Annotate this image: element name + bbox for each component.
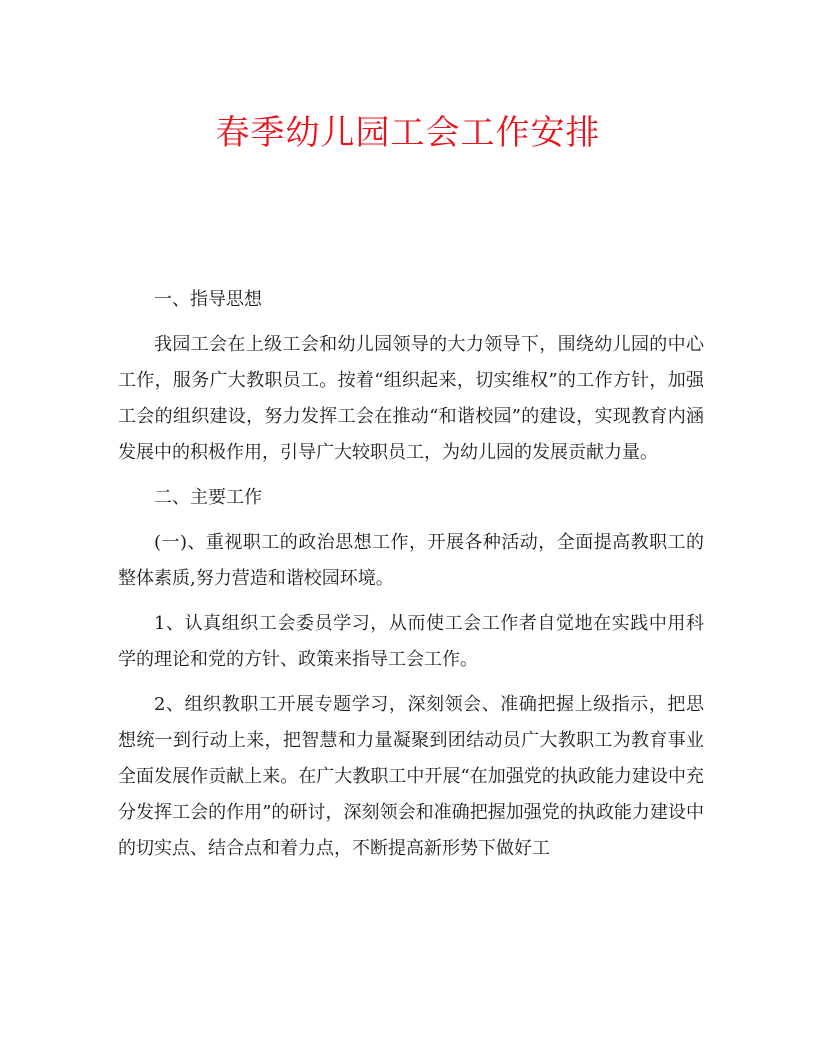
paragraph: 2、组织教职工开展专题学习，深刻领会、准确把握上级指示，把思想统一到行动上来，把智慧和力量凝聚到团结动员广大教职工为教育事业全面发展作贡献上来。在广大教职工中开展“在加强党的执政能力建设中充分发挥工会的作用”的研讨，深刻领会和准确把握加强党的执政能力建设中的切实点、结合点和着力点，不断提高新形势下做好工 (118, 694, 704, 859)
section-heading: 一、指导思想 (154, 289, 262, 310)
document-title: 春季幼儿园工会工作安排 (215, 113, 601, 153)
document-body (118, 282, 704, 867)
section-heading: 二、主要工作 (154, 487, 262, 508)
subsection-heading: (一)、重视职工的政治思想工作，开展各种活动，全面提高教职工的整体素质,努力营造和谐校园环境。 (118, 532, 704, 589)
paragraph: 1、认真组织工会委员学习，从而使工会工作者自觉地在实践中用科学的理论和党的方针、政策来指导工会工作。 (118, 613, 704, 670)
paragraph: 我园工会在上级工会和幼儿园领导的大力领导下，围绕幼儿园的中心工作，服务广大教职员工。按着“组织起来，切实维权”的工作方针，加强工会的组织建设，努力发挥工会在推动“和谐校园”的建设，实现教育内涵发展中的积极作用，引导广大较职员工，为幼儿园的发展贡献力量。 (118, 334, 704, 463)
